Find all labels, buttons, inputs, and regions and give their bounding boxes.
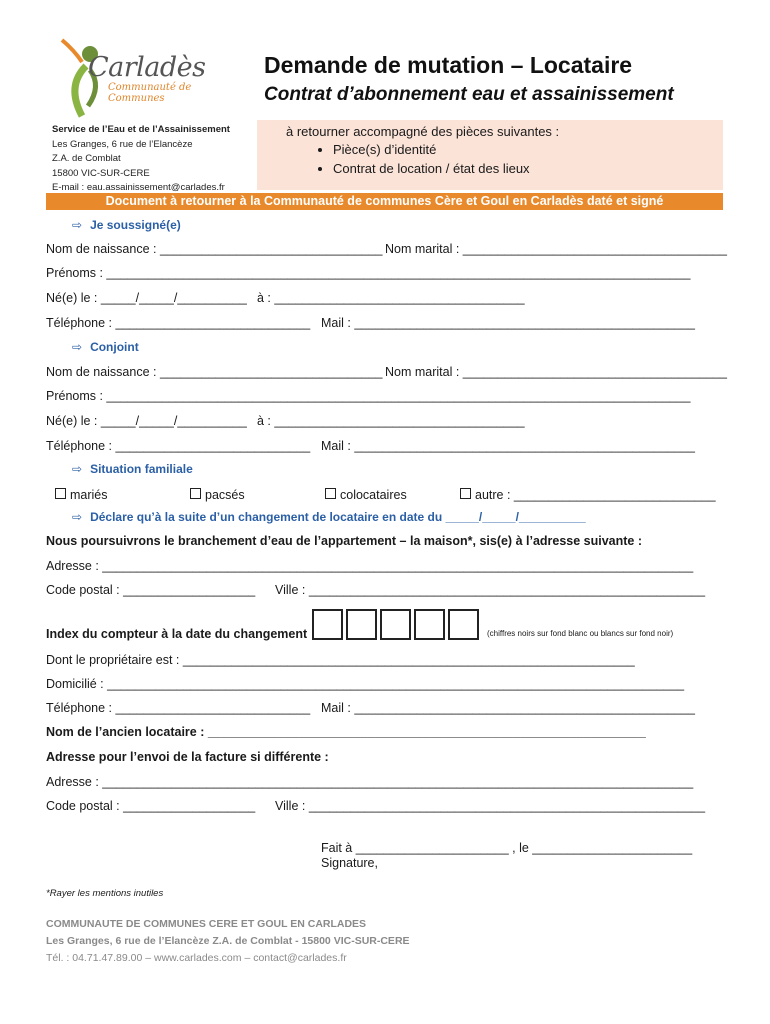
index-digit-box[interactable]	[448, 609, 479, 640]
arrow-right-icon: ⇨	[72, 340, 83, 354]
section-label: Je soussigné(e)	[90, 218, 181, 232]
section-declare[interactable]	[72, 510, 586, 524]
index-note: (chiffres noirs sur fond blanc ou blancs sur fond noir)	[487, 629, 674, 638]
checkbox-maries[interactable]	[55, 488, 108, 502]
field-conjoint-nom-marital[interactable]: Nom marital : ______________________________________	[385, 365, 727, 379]
required-document-item: • Contrat de location / état des lieux	[333, 159, 530, 178]
section-label: Situation familiale	[90, 462, 193, 476]
page-title: Demande de mutation – Locataire	[264, 52, 633, 78]
signature-label: Signature,	[321, 856, 378, 870]
checkbox-icon[interactable]	[190, 488, 201, 499]
index-digit-boxes[interactable]	[312, 609, 482, 645]
index-digit-box[interactable]	[414, 609, 445, 640]
service-email: E-mail : eau.assainissement@carlades.fr	[52, 182, 225, 193]
field-facture-adresse[interactable]: Adresse : _____________________________________________________________________________________	[46, 775, 694, 789]
section-label: Conjoint	[90, 340, 139, 354]
arrow-right-icon: ⇨	[72, 218, 83, 232]
arrow-right-icon: ⇨	[72, 510, 83, 524]
required-documents-box	[257, 120, 723, 190]
field-proprietaire-telephone[interactable]: Téléphone : ____________________________	[46, 701, 311, 715]
checkbox-label: mariés	[70, 488, 108, 502]
carlades-logo	[52, 36, 237, 118]
section-soussigne	[72, 218, 181, 232]
section-situation	[72, 462, 193, 476]
field-facture-code-postal[interactable]: Code postal : ___________________	[46, 799, 256, 813]
service-name: Service de l’Eau et de l’Assainissement	[52, 124, 230, 135]
field-conjoint-lieu[interactable]: à : ____________________________________	[257, 414, 525, 428]
field-conjoint-mail[interactable]: Mail : _________________________________________________	[321, 439, 695, 453]
index-label: Index du compteur à la date du changement	[46, 627, 308, 641]
logo-text: Carladès	[88, 52, 206, 83]
page-subtitle: Contrat d’abonnement eau et assainissement	[264, 84, 674, 105]
field-fait-a[interactable]: Fait à ______________________ , le _______________________	[321, 841, 693, 855]
field-domicilie[interactable]: Domicilié : ___________________________________________________________________________________	[46, 677, 685, 691]
service-line1: Les Granges, 6 rue de l’Elancèze	[52, 138, 193, 150]
service-line3: 15800 VIC-SUR-CERE	[52, 167, 150, 179]
checkbox-autre[interactable]	[460, 488, 716, 502]
field-adresse[interactable]: Adresse : _____________________________________________________________________________________	[46, 559, 694, 573]
checkbox-colocataires[interactable]	[325, 488, 407, 502]
field-code-postal[interactable]: Code postal : ___________________	[46, 583, 256, 597]
field-mail[interactable]: Mail : _________________________________________________	[321, 316, 695, 330]
field-proprietaire[interactable]: Dont le propriétaire est : _________________________________________________________________	[46, 653, 635, 667]
arrow-right-icon: ⇨	[72, 462, 83, 476]
field-ancien-locataire[interactable]: Nom de l’ancien locataire : _______________________________________________________________	[46, 725, 646, 739]
index-digit-box[interactable]	[312, 609, 343, 640]
index-digit-box[interactable]	[380, 609, 411, 640]
field-ville[interactable]: Ville : _________________________________________________________	[275, 583, 706, 597]
section-label: Déclare qu’à la suite d’un changement de locataire en date du _____/_____/__________	[90, 510, 586, 524]
footer-address: Les Granges, 6 rue de l’Elancèze Z.A. de Comblat - 15800 VIC-SUR-CERE	[46, 935, 410, 947]
footnote: *Rayer les mentions inutiles	[46, 888, 164, 899]
facture-heading: Adresse pour l’envoi de la facture si différente :	[46, 750, 329, 764]
index-digit-box[interactable]	[346, 609, 377, 640]
field-nom-marital[interactable]: Nom marital : ______________________________________	[385, 242, 727, 256]
return-banner: Document à retourner à la Communauté de communes Cère et Goul en Carladès daté et signé	[46, 193, 723, 210]
field-nom-naissance[interactable]: Nom de naissance : ________________________________	[46, 242, 383, 256]
field-prenoms[interactable]: Prénoms : ____________________________________________________________________________________	[46, 266, 691, 280]
service-line2: Z.A. de Comblat	[52, 153, 121, 164]
field-facture-ville[interactable]: Ville : _________________________________________________________	[275, 799, 706, 813]
field-lieu-naissance[interactable]: à : ____________________________________	[257, 291, 525, 305]
checkbox-label: autre : _____________________________	[475, 488, 716, 502]
field-conjoint-nom-naissance[interactable]: Nom de naissance : ________________________________	[46, 365, 383, 379]
footer-contact: Tél. : 04.71.47.89.00 – www.carlades.com – contact@carlades.fr	[46, 952, 347, 964]
checkbox-label: pacsés	[205, 488, 245, 502]
checkbox-icon[interactable]	[460, 488, 471, 499]
logo-subtext: Communauté de Communes	[108, 82, 192, 104]
footer	[46, 916, 410, 967]
branchement-statement: Nous poursuivrons le branchement d’eau de l’appartement – la maison*, sis(e) à l’adresse suivante :	[46, 534, 643, 548]
checkbox-label: colocataires	[340, 488, 407, 502]
required-documents-intro: à retourner accompagné des pièces suivantes :	[286, 124, 560, 139]
field-telephone[interactable]: Téléphone : ____________________________	[46, 316, 311, 330]
required-document-item: • Pièce(s) d’identité	[333, 140, 530, 159]
checkbox-icon[interactable]	[325, 488, 336, 499]
service-address	[52, 123, 230, 196]
field-proprietaire-mail[interactable]: Mail : _________________________________________________	[321, 701, 695, 715]
checkbox-pacses[interactable]	[190, 488, 245, 502]
field-conjoint-telephone[interactable]: Téléphone : ____________________________	[46, 439, 311, 453]
field-ne-le[interactable]: Né(e) le : _____/_____/__________	[46, 291, 247, 305]
footer-org: COMMUNAUTE DE COMMUNES CERE ET GOUL EN CARLADES	[46, 918, 367, 930]
field-conjoint-prenoms[interactable]: Prénoms : ____________________________________________________________________________________	[46, 389, 691, 403]
section-conjoint	[72, 340, 139, 354]
checkbox-icon[interactable]	[55, 488, 66, 499]
field-conjoint-ne-le[interactable]: Né(e) le : _____/_____/__________	[46, 414, 247, 428]
